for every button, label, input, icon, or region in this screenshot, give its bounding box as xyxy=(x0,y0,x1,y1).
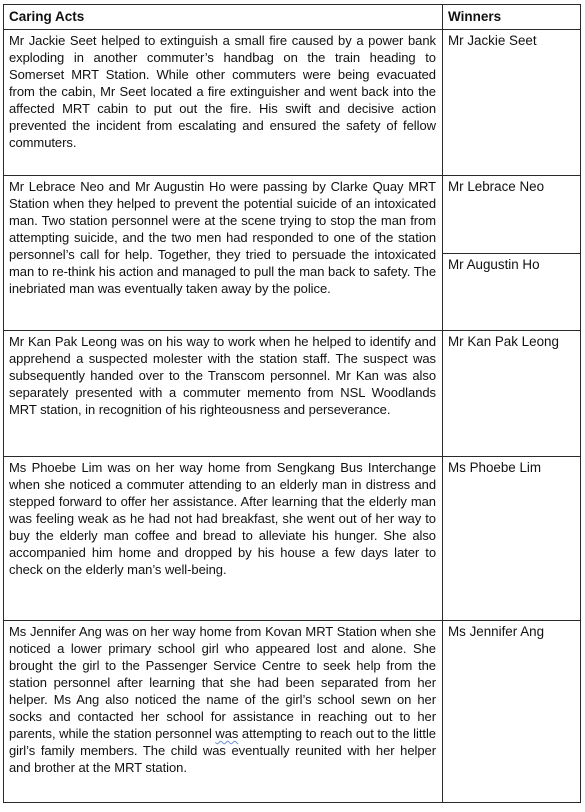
header-row xyxy=(4,5,581,30)
act-cell xyxy=(4,621,443,803)
table-row xyxy=(4,30,581,176)
act-text xyxy=(4,621,442,776)
winner-name: Ms Phoebe Lim xyxy=(448,460,542,475)
winner-name: Mr Kan Pak Leong xyxy=(448,334,559,349)
table-row xyxy=(4,621,581,803)
act-text: Mr Kan Pak Leong was on his way to work when he helped to identify and apprehend a suspected molester with the station staff. The suspect was subsequently handed over to the Transcom personnel. Mr Kan was also separately presented with a commuter memento from NSL Woodlands MRT station, in recognition of his righteousness and perseverance. xyxy=(9,334,436,417)
header-cell-acts xyxy=(4,5,443,30)
winner-cell xyxy=(443,457,581,621)
act-text: Mr Lebrace Neo and Mr Augustin Ho were passing by Clarke Quay MRT Station when they helped to prevent the potential suicide of an intoxicated man. Two station personnel were at the scene trying to stop the man from attempting suicide, and the two men had responded to one of the station personnel’s call for help. Together, they tried to persuade the intoxicated man to re-think his action and managed to pull the man back to safety. The inebriated man was eventually taken away by the police. xyxy=(9,179,436,296)
table-row xyxy=(4,457,581,621)
winner-cell xyxy=(443,621,581,803)
header-cell-winners xyxy=(443,5,581,30)
caring-acts-table xyxy=(3,4,581,803)
winner-name: Mr Augustin Ho xyxy=(448,257,540,272)
table-row xyxy=(4,331,581,457)
act-cell xyxy=(4,30,443,176)
act-cell xyxy=(4,176,443,331)
header-winners: Winners xyxy=(448,9,502,24)
act-cell xyxy=(4,331,443,457)
act-text-part: attempting to reach out to the little girl’s family members. The child was eventually reunited with her helper and brother at the MRT station. xyxy=(9,726,436,775)
header-acts: Caring Acts xyxy=(9,9,85,24)
winner-cell xyxy=(443,176,581,254)
act-text: Ms Phoebe Lim was on her way home from Sengkang Bus Interchange when she noticed a commuter attending to an elderly man in distress and stepped forward to offer her assistance. After learning that the elderly man was feeling weak as he had not had breakfast, she went out of her way to buy the elderly man coffee and bread to alleviate his hunger. She also accompanied him home and dropped by his house a few days later to check on the elderly man’s well-being. xyxy=(9,460,436,577)
act-text-part: Ms Jennifer Ang was on her way home from Kovan MRT Station when she noticed a lower primary school girl who appeared lost and alone. She brought the girl to the Passenger Service Centre to seek help from the station personnel after learning that she had been separated from her helper. Ms Ang also noticed the name of the girl’s school sewn on her socks and contacted her school for assistance in reaching out to her parents, while the station personnel xyxy=(9,624,436,741)
act-text: Mr Jackie Seet helped to extinguish a small fire caused by a power bank exploding in another commuter’s handbag on the train heading to Somerset MRT Station. While other commuters were being evacuated from the cabin, Mr Seet located a fire extinguisher and went back into the affected MRT cabin to put out the fire. His swift and decisive action prevented the incident from escalating and ensured the safety of fellow commuters. xyxy=(9,33,436,150)
winner-cell xyxy=(443,30,581,176)
winner-cell xyxy=(443,254,581,331)
table-row xyxy=(4,176,581,254)
winner-name: Ms Jennifer Ang xyxy=(448,624,545,639)
winner-cell xyxy=(443,331,581,457)
winner-name: Mr Jackie Seet xyxy=(448,33,537,48)
winner-name: Mr Lebrace Neo xyxy=(448,179,545,194)
spellcheck-marked-word: was xyxy=(215,726,239,741)
act-cell xyxy=(4,457,443,621)
